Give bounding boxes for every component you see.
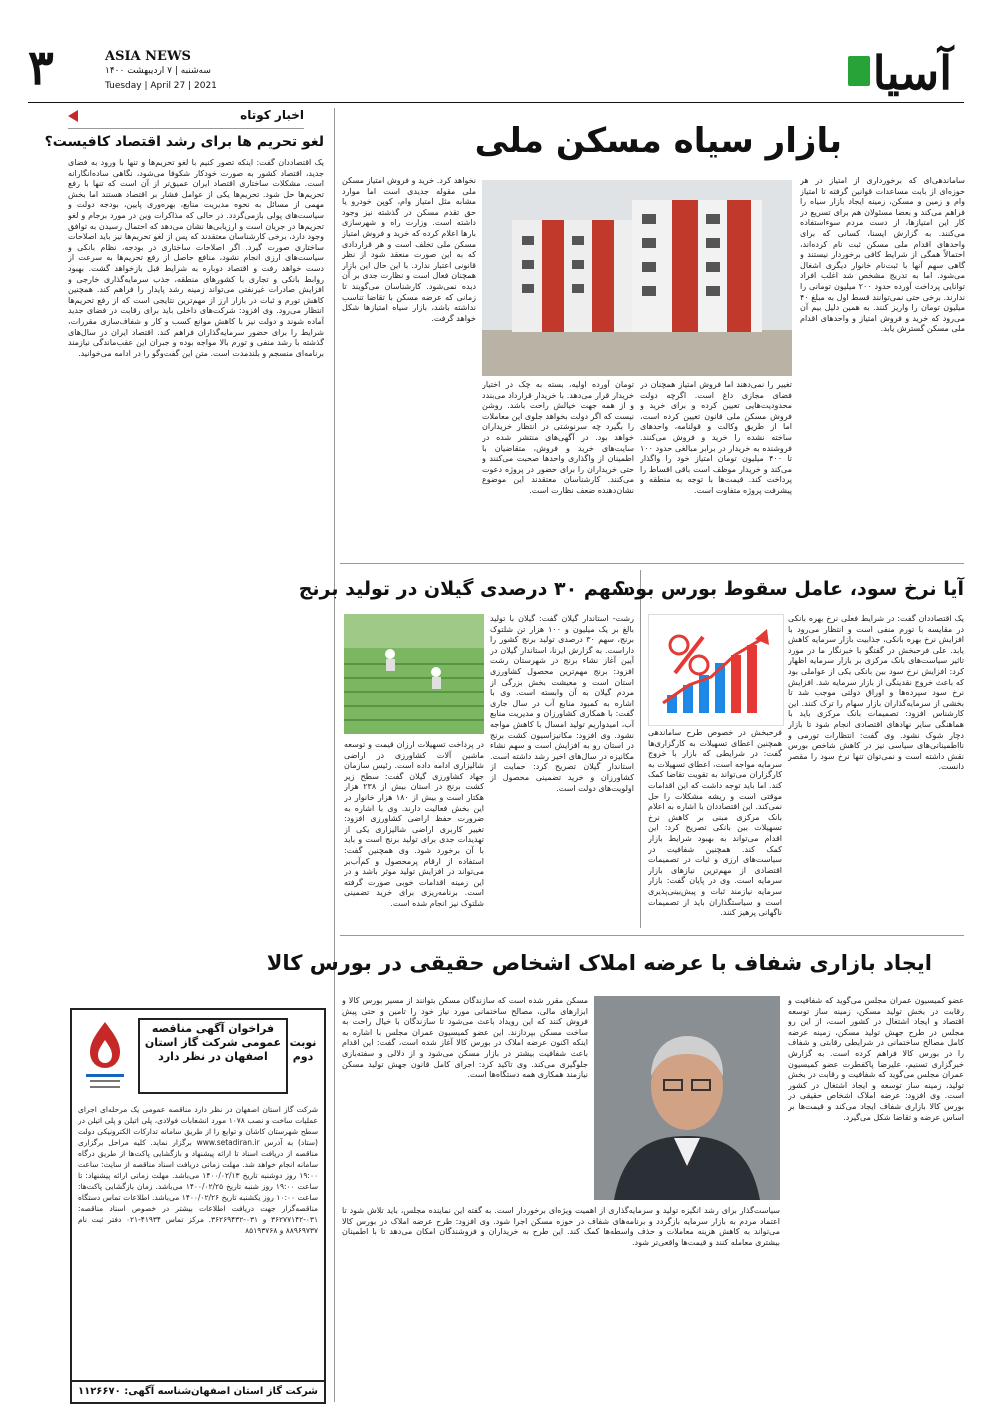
ad-round: نوبت دوم <box>289 1036 317 1063</box>
housing-photo <box>482 180 792 376</box>
lead-col-3: تومان آورده اولیه، بسته به چک در اختیار خریدار قرار می‌دهد. با خریدار قرارداد می‌بندد و از همه جهت خیالش راحت باشد. روشن نیست که اگر دولت بخواهد جلوی این معاملات را بگیرد چه سرنوشتی در انتظار خریداران خواهد بود. در آگهی‌های منتشر شده در سایت‌های خرید و فروش، متقاضیان با اطمینان از واگذاری واحدها صحبت می‌کنند و حتی خریداران را برای حضور در پروژه دعوت می‌کنند. کارشناسان معتقدند این موضوع نشان‌دهنده ضعف نظارت است. <box>482 380 634 495</box>
ad-footer-id: شناسه آگهی: ۱۱۲۶۶۷۰ <box>78 1386 192 1397</box>
column-divider <box>640 570 641 928</box>
short-news-header <box>68 108 304 129</box>
lead-col-1: ساماندهی‌ای که برخورداری از امتیاز در هر حوزه‌ای از بابت مساعدات قوانین گرفته تا امتیاز وام و زمین و مسکن، زمینه ایجاد بازار سیاه را فراهم می‌کند و بعضا مسئولان هم برای تسریع در کار این امتیازها، از دست مردم سوءاستفاده می‌کنند. به گزارش ایسنا، کسانی که برای واحدهای اقدام ملی مسکن ثبت نام کرده‌اند، احتمالاً همگی از شرایط کافی برخوردار نیستند و گاهی سهم آنها با ثبت‌نام خانوار دیگری اشغال می‌شود. اما به تدریج مشخص شد اغلب افراد توانایی پرداخت آورده حدود ۲۰۰ میلیون تومانی را ندارند. برخی حتی نمی‌توانند قسط اول به مبلغ ۴۰ میلیون تومان را واریز کنند. به همین دلیل بیم آن می‌رود که خرید و فروش امتیاز و واحدهای اقدام ملی مسکن گسترش یابد. <box>800 176 965 334</box>
gas-company-logo <box>76 1016 134 1098</box>
tender-ad <box>70 1008 326 1404</box>
page-number: ۳ <box>28 40 54 96</box>
masthead-info <box>105 50 220 93</box>
arrow-icon <box>68 110 78 122</box>
rice-col-1: رشت- استاندار گیلان گفت: گیلان با تولید بالغ بر یک میلیون و ۱۰۰ هزار تن شلتوک برنج، سهم ۳۰ درصدی تولید برنج کشور را داراست. به گزارش ایرنا، استاندار گیلان در آیین آغاز نشاء برنج در شهرستان رشت افزود: برنج مهم‌ترین محصول کشاورزی استان است و معیشت بخش بزرگی از مردم گیلان به آن وابسته است. وی با اشاره به کمبود منابع آب در سال جاری گفت: با همکاری کشاورزان و مدیریت منابع آب، امیدواریم تولید امسال با کاهش مواجه نشود. وی افزود: مکانیزاسیون کشت برنج در استان رو به افزایش است و سهم نشاء مکانیزه در سال‌های اخیر رشد داشته است. استاندار گیلان تصریح کرد: حمایت از کشاورزان و خرید تضمینی محصول از اولویت‌های دولت است. <box>490 614 634 793</box>
lead-col-4: نخواهد کرد. خرید و فروش امتیاز مسکن ملی مقوله جدیدی است اما موارد مشابه مثل امتیاز وام، کوپن خودرو یا حق تقدم مسکن در گذشته نیز وجود داشته است. وزارت راه و شهرسازی بارها اعلام کرده که خرید و فروش امتیاز مسکن ملی تخلف است و هر قراردادی که به این صورت منعقد شود از نظر قانونی اعتبار ندارد. با این حال این بازار همچنان فعال است و نظارت جدی بر آن دیده نمی‌شود. کارشناسان می‌گویند تا زمانی که عرضه مسکن با تقاضا تناسب نداشته باشد، بازار سیاه امتیازها شکل خواهد گرفت. <box>342 176 476 323</box>
kala-col-3: سیاست‌گذار برای رشد انگیزه تولید و سرمایه‌گذاری از اهمیت ویژه‌ای برخوردار است. به گفته این نماینده مجلس، باید تلاش شود تا اعتماد مردم به بازار سرمایه بازگردد و برنامه‌های شفاف در حوزه مسکن اجرا شود. وی افزود: طرح عرضه املاک در بورس کالا می‌تواند به کاهش هزینه معاملات و حذف واسطه‌ها کمک کند. این طرح به خریداران و فروشندگان امکان می‌دهد تا با اطمینان بیشتری معامله کنند و قیمت‌ها واقعی‌تر شود. <box>342 1206 780 1247</box>
portrait-image <box>594 996 780 1200</box>
bourse-col-2: فرحبخش در خصوص طرح ساماندهی همچنین اعطای تسهیلات به کارگزاری‌ها گفت: در شرایطی که بازار با خروج سرمایه مواجه است، اعطای تسهیلات به کارگزاران می‌تواند به تقویت تقاضا کمک کند. اما باید توجه داشت که این اقدامات موقتی است و ریشه مشکلات را حل نمی‌کند. این اقتصاددان با اشاره به اعلام بانک مرکزی مبنی بر کاهش نرخ تسهیلات بین بانکی تصریح کرد: این اقدام می‌تواند به بهبود شرایط بازار کمک کند. همچنین شفافیت در سیاست‌های ارزی و ثبات در تصمیمات اقتصادی از مهم‌ترین نیازهای بازار سرمایه است. وی در پایان گفت: بازار سرمایه نیازمند ثبات و پیش‌بینی‌پذیری است و سیاستگذاران باید از تصمیمات ناگهانی پرهیز کنند. <box>648 728 782 918</box>
rice-headline: سهم ۳۰ درصدی گیلان در تولید برنج <box>298 578 630 600</box>
logo-text: آسیا <box>872 46 952 100</box>
kala-col-1: عضو کمیسیون عمران مجلس می‌گوید که شفافیت و رقابت در بخش تولید مسکن، زمینه ساز توسعه اقتصاد و ایجاد اشتغال در کشور است، از این رو مجلس در طرح جهش تولید مسکن، زمینه عرضه کامل مصالح ساختمانی در شرایطی رقابتی و شفاف را در بورس کالا فراهم کرده است. به گزارش خبرگزاری تسنیم، علیرضا پاکفطرت عضو کمیسیون عمران مجلس می‌گوید که شفافیت و رقابت در بخش تولید، زمینه ساز توسعه و ایجاد اشتغال در کشور است. وی افزود: عرضه املاک اشخاص حقیقی در بورس کالا بازاری شفاف ایجاد می‌کند و قیمت‌ها بر اساس عرضه و تقاضا شکل می‌گیرد. <box>788 996 964 1122</box>
kala-headline: ایجاد بازاری شفاف با عرضه املاک اشخاص حقیقی در بورس کالا <box>266 951 932 975</box>
bourse-headline: آیا نرخ سود، عامل سقوط بورس بود؟ <box>614 578 964 600</box>
rice-photo <box>344 614 484 734</box>
rice-field-image <box>344 614 484 734</box>
paper-title: ASIA NEWS <box>105 49 191 64</box>
ad-body: شرکت گاز استان اصفهان در نظر دارد مناقصه عمومی یک مرحله‌ای اجرای عملیات ساخت و نصب ۱۰۷۸ مورد انشعابات فولادی، پلی اتیلن و پلی اتیلن در سطح شهرستان کاشان و توابع را از طریق سامانه تدارکات الکترونیکی دولت (ستاد) به آدرس www.setadiran.ir برگزار نماید. کلیه مراحل برگزاری مناقصه از دریافت اسناد تا ارائه پیشنهاد و بازگشایی پاکت‌ها از طریق درگاه سامانه انجام خواهد شد. مهلت زمانی دریافت اسناد مناقصه از سایت: ساعت ۱۹:۰۰ روز دوشنبه تاریخ ۱۴۰۰/۰۲/۱۳ می‌باشد. مهلت زمانی ارائه پیشنهاد: تا ساعت ۱۹:۰۰ روز شنبه تاریخ ۱۴۰۰/۰۲/۲۵ می‌باشد. زمان بازگشایی پاکت‌ها: ساعت ۱۰:۰۰ روز یکشنبه تاریخ ۱۴۰۰/۰۲/۲۶ می‌باشد. اطلاعات تماس دستگاه مناقصه‌گزار جهت دریافت اطلاعات بیشتر در خصوص اسناد مناقصه: ۰۳۱-۳۶۲۷۷۱۴۲ و ۰۳۱-۳۶۲۶۹۴۳۲. مرکز تماس ۴۱۹۳۴-۰۲۱ دفتر ثبت نام ۸۸۹۶۹۷۳۷ و ۸۵۱۹۳۷۶۸ <box>78 1105 318 1235</box>
building-image <box>482 180 792 376</box>
logo-accent-icon <box>848 56 870 86</box>
bourse-col-1: یک اقتصاددان گفت: در شرایط فعلی نرخ بهره بانکی در مقایسه با تورم منفی است و انتظار می‌رود با افزایش نرخ بهره بانکی، جذابیت بازار سرمایه کاهش یابد. علی فرحبخش در گفتگو با خبرنگار ما در مورد تاثیر سیاست‌های بانک مرکزی بر بازار سرمایه اظهار کرد: افزایش نرخ سود بین بانکی یکی از عواملی بود که باعث خروج نقدینگی از بازار سرمایه شد. افزایش نرخ سود سپرده‌ها و اوراق دولتی موجب شد تا بخشی از سرمایه‌گذاران بازار سهام را ترک کنند. این کارشناس افزود: تصمیمات بانک مرکزی باید با هماهنگی سایر نهادهای اقتصادی انجام شود تا بازار دچار شوک نشود. وی گفت: انتظارات تورمی و نااطمینانی‌های سیاسی نیز در کاهش شاخص بورس نقش داشته است و نمی‌توان تنها نرخ سود را مقصر دانست. <box>788 614 964 772</box>
ad-footer-company: شرکت گاز استان اصفهان <box>190 1386 318 1397</box>
percent-chart-image <box>649 615 783 725</box>
masthead-rule <box>28 102 964 103</box>
date-fa: سه‌شنبه | ۷ اردیبهشت ۱۴۰۰ <box>105 66 211 76</box>
date-en: Tuesday | April 27 | 2021 <box>105 81 217 91</box>
paper-logo <box>802 48 952 108</box>
mp-portrait-photo <box>594 996 780 1200</box>
rice-col-2: در پرداخت تسهیلات ارزان قیمت و توسعه ماشین آلات کشاورزی در اراضی شالیزاری ادامه داده است. رئیس سازمان جهاد کشاورزی گیلان گفت: سطح زیر کشت برنج در استان بیش از ۲۳۸ هزار هکتار است و بیش از ۱۸۰ هزار خانوار در این بخش فعالیت دارند. وی با اشاره به ضرورت حفظ اراضی کشاورزی افزود: تغییر کاربری اراضی شالیزاری یکی از تهدیدات جدی برای تولید برنج است و باید با آن برخورد شود. وی همچنین گفت: استفاده از ارقام پرمحصول و کم‌آب‌بر می‌تواند در افزایش تولید موثر باشد و در این زمینه اقدامات خوبی صورت گرفته است. برنامه‌ریزی برای خرید تضمینی شلتوک نیز انجام شده است. <box>344 740 484 908</box>
section-divider <box>340 563 964 564</box>
lead-headline: بازار سیاه مسکن ملی <box>474 121 842 161</box>
chart-photo <box>648 614 784 726</box>
section-label: اخبار کوتاه <box>240 108 304 122</box>
side-headline: لغو تحریم ها برای رشد اقتصاد کافیست؟ <box>44 134 324 150</box>
column-divider <box>334 108 335 1402</box>
lead-col-2: تغییر را نمی‌دهند اما فروش امتیاز همچنان در فضای مجازی داغ است. اگرچه دولت محدودیت‌هایی تعیین کرده و برای خرید و فروش مسکن ملی قانون تعیین کرده است، اما از طریق وکالت و قولنامه، واحدهای ساخته نشده را خرید و فروش می‌کنند. فروشنده به خریدار در برابر مبالغی حدود ۱۰۰ تا ۴۰۰ میلیون تومان امتیاز خود را واگذار می‌کند و خریدار موظف است باقی اقساط را پرداخت کند. قیمت‌ها با توجه به منطقه و پیشرفت پروژه متفاوت است. <box>640 380 792 495</box>
kala-col-2: مسکن مقرر شده است که سازندگان مسکن بتوانند از مسیر بورس کالا و ابزارهای مالی، مصالح ساختمانی مورد نیاز خود را تامین و حتی پیش فروش کنند که این رویداد باعث می‌شود تا سازندگان با خیال راحت به ساخت مسکن بپردازند. این عضو کمیسیون عمران مجلس با اشاره به اینکه اکنون عرضه املاک در بورس کالا آغاز شده است، گفت: این اقدام باعث شفافیت بیشتر در بازار مسکن می‌شود و از دلالی و سفته‌بازی جلوگیری می‌کند. وی تاکید کرد: اجرای کامل قانون جهش تولید مسکن نیازمند همکاری همه دستگاه‌ها است. <box>342 996 588 1080</box>
ad-footer <box>72 1380 324 1402</box>
side-body: یک اقتصاددان گفت: اینکه تصور کنیم با لغو تحریم‌ها و تنها با ورود به فضای جدید، اقتصاد کشور به صورت خودکار شکوفا می‌شود، نگاهی ساده‌انگارانه است. مشکلات ساختاری اقتصاد ایران عمیق‌تر از آن است که تنها با رفع تحریم‌ها حل شود. تحریم‌ها یکی از عوامل فشار بر اقتصاد هستند اما بخش مهمی از مسائل به نحوه مدیریت منابع، بهره‌وری پایین، بودجه دولت و سیاست‌های پولی بازمی‌گردد. در حالی که مذاکرات وین در مورد برجام و لغو تحریم‌ها در جریان است و ارزیابی‌ها نشان می‌دهد که احتمال رسیدن به توافق وجود دارد، برخی کارشناسان معتقدند که پس از لغو تحریم‌ها نیز باید اصلاحات ساختاری صورت گیرد. اگر اصلاحات ساختاری در بودجه، نظام بانکی و سیاست‌های ارزی انجام نشود، منافع حاصل از رفع تحریم‌ها به سرعت از دست خواهد رفت و اقتصاد دوباره به شرایط قبل بازخواهد گشت. بهبود روابط بانکی و تجاری با کشورهای منطقه، جذب سرمایه‌گذاری خارجی و افزایش صادرات غیرنفتی می‌تواند زمینه رشد پایدار را فراهم کند. همچنین کاهش تورم و ثبات در بازار ارز از مهم‌ترین نتایجی است که از رفع تحریم‌ها انتظار می‌رود. وی افزود: شرکت‌های داخلی باید برای رقابت در فضای جدید آماده شوند و دولت نیز با کاهش موانع کسب و کار و شفاف‌سازی مقررات، شرایط را برای حضور سرمایه‌گذاران فراهم کند. اقتصاد ایران در سال‌های گذشته با رشد منفی و تورم بالا مواجه بوده و جبران این عقب‌ماندگی نیازمند برنامه‌ای منسجم و بلندمدت است. متن این گفت‌وگو را در ادامه می‌خوانید. <box>68 158 324 358</box>
section-divider <box>340 935 964 936</box>
ad-title: فراخوان آگهی مناقصه عمومی شرکت گاز استان اصفهان در نظر دارد <box>138 1018 288 1094</box>
